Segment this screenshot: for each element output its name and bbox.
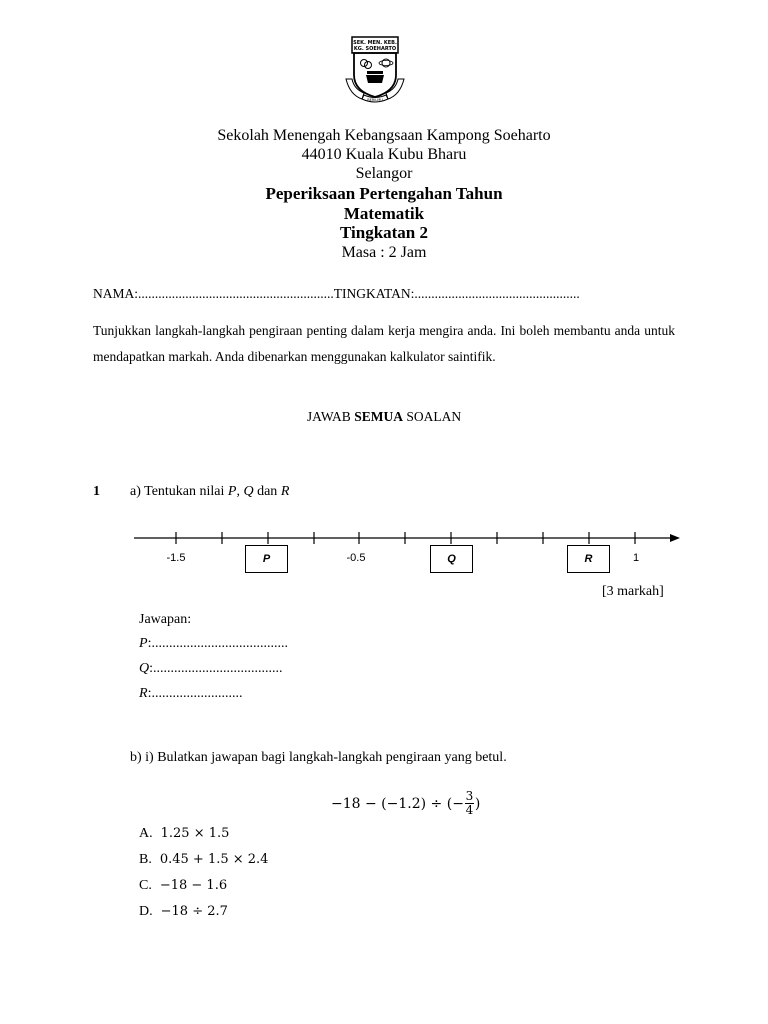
option-c[interactable]: C. −18 − 1.6 — [139, 878, 228, 893]
number-line — [0, 520, 768, 580]
instructions: Tunjukkan langkah-langkah pengiraan penting dalam kerja mengira anda. Ini boleh membantu anda untuk mendapatkan markah. Anda dibenarkan menggunakan kalkulator saintifik. — [93, 323, 675, 364]
question-1a-text: a) Tentukan nilai P, Q dan R — [130, 484, 290, 499]
subject-title: Matematik — [343, 204, 425, 223]
answer-all-heading: JAWAB SEMUA SOALAN — [306, 409, 462, 424]
answer-p: P:....................................... — [139, 636, 288, 651]
math-expression: −18 − (−1.2) ÷ (− $\frac{3}{4}$ ) — [331, 789, 481, 817]
answer-heading: Jawapan: — [139, 612, 192, 627]
option-b[interactable]: B. 0.45 + 1.5 × 2.4 — [139, 852, 269, 867]
school-state: Selangor — [355, 165, 413, 182]
tick-label-minus-0-5: -0.5 — [346, 552, 366, 564]
name-class-row: NAMA:..........................................................TINGKATAN:................................................. — [93, 286, 580, 301]
svg-text:SEK. MEN. KEB.: SEK. MEN. KEB. — [353, 40, 397, 46]
form-title: Tingkatan 2 — [339, 223, 429, 242]
tick-label-1: 1 — [632, 552, 640, 564]
option-d[interactable]: D. −18 ÷ 2.7 — [139, 904, 228, 919]
question-number: 1 — [93, 484, 100, 499]
box-q: Q — [430, 545, 473, 573]
question-1b-text: b) i) Bulatkan jawapan bagi langkah-langkah pengiraan yang betul. — [130, 750, 507, 765]
answer-r: R:.......................... — [139, 686, 243, 701]
exam-duration: Masa : 2 Jam — [341, 244, 427, 261]
school-crest — [342, 35, 422, 107]
fraction: $\frac{3}{4}$ — [465, 789, 474, 817]
box-r: R — [567, 545, 610, 573]
box-p: P — [245, 545, 288, 573]
svg-text:KG. SOEHARTO: KG. SOEHARTO — [353, 46, 397, 52]
answer-q: Q:..................................... — [139, 661, 283, 676]
school-address: 44010 Kuala Kubu Bharu — [301, 146, 467, 163]
school-name: Sekolah Menengah Kebangsaan Kampong Soeharto — [217, 127, 551, 144]
svg-text:BERILMU: BERILMU — [367, 98, 383, 102]
exam-title: Peperiksaan Pertengahan Tahun — [265, 184, 503, 203]
tick-label-minus-1-5: -1.5 — [166, 552, 186, 564]
option-a[interactable]: A. 1.25 × 1.5 — [139, 826, 230, 841]
marks-label: [3 markah] — [602, 584, 664, 599]
